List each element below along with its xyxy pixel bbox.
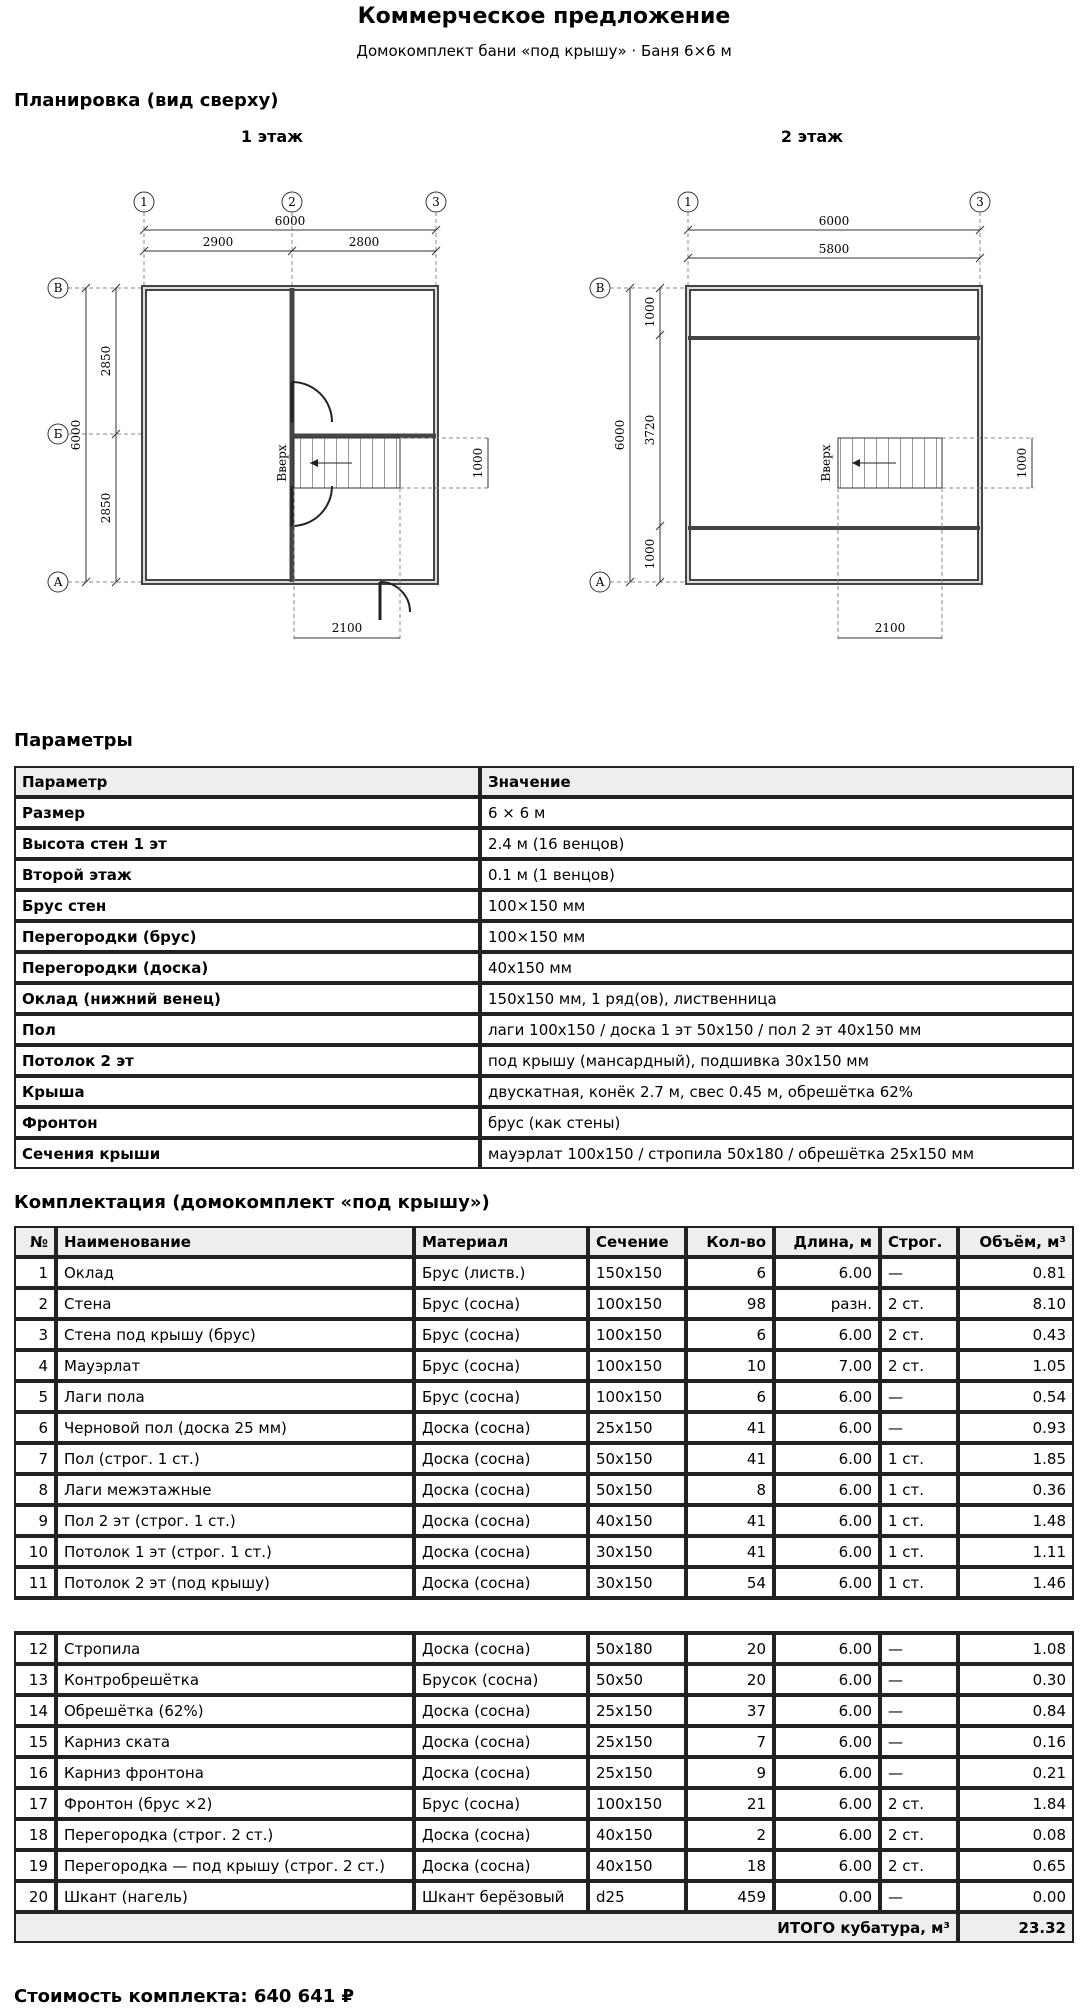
axis-b: Б (53, 427, 63, 441)
floor1-dim-w1: 2900 (202, 235, 234, 249)
kit-cell-len: 6.00 (774, 1695, 880, 1726)
kit-cell-name: Перегородка — под крышу (строг. 2 ст.) (56, 1850, 414, 1881)
kit-cell-num: 6 (14, 1412, 56, 1443)
kit-cell-num: 16 (14, 1757, 56, 1788)
kit-cell-material: Брусок (сосна) (414, 1664, 588, 1695)
document-subtitle: Домокомплект бани «под крышу» · Баня 6×6 м (356, 42, 732, 60)
kit-cell-section: 50x50 (588, 1664, 686, 1695)
kit-cell-vol: 0.16 (958, 1726, 1074, 1757)
floor1-axis-left (48, 278, 144, 592)
kit-cell-section: 25x150 (588, 1412, 686, 1443)
kit-row (14, 1757, 1074, 1788)
kit-cell-qty: 41 (686, 1505, 774, 1536)
kit-header-row (14, 1226, 1074, 1257)
kit-row (14, 1288, 1074, 1319)
floor2-label: 2 этаж (780, 127, 844, 146)
kit-cell-material: Доска (сосна) (414, 1443, 588, 1474)
kit-row (14, 1850, 1074, 1881)
kit-cell-qty: 21 (686, 1788, 774, 1819)
param-name: Брус стен (14, 890, 480, 921)
kit-cell-name: Контробрешётка (56, 1664, 414, 1695)
kit-cell-name: Обрешётка (62%) (56, 1695, 414, 1726)
kit-cell-material: Доска (сосна) (414, 1412, 588, 1443)
kit-cell-num: 13 (14, 1664, 56, 1695)
param-name: Сечения крыши (14, 1138, 480, 1169)
kit-cell-planing: — (880, 1881, 958, 1912)
kit-cell-name: Стропила (56, 1633, 414, 1664)
params-body (14, 797, 1074, 1169)
kit-cell-vol: 0.08 (958, 1819, 1074, 1850)
kit-cell-qty: 41 (686, 1536, 774, 1567)
floor1-dims-left (82, 284, 120, 586)
kit-cell-section: 25x150 (588, 1757, 686, 1788)
kit-cell-name: Оклад (56, 1257, 414, 1288)
kit-cell-num: 17 (14, 1788, 56, 1819)
kit-cell-vol: 0.43 (958, 1319, 1074, 1350)
kit-cell-name: Фронтон (брус ×2) (56, 1788, 414, 1819)
kit-cell-material: Брус (сосна) (414, 1288, 588, 1319)
kit-cell-len: 6.00 (774, 1567, 880, 1598)
params-row (14, 1107, 1074, 1138)
kit-cell-name: Пол (строг. 1 ст.) (56, 1443, 414, 1474)
kit-cell-len: 6.00 (774, 1664, 880, 1695)
kit-cell-num: 2 (14, 1288, 56, 1319)
param-value: 40x150 мм (480, 952, 1074, 983)
floor1-label: 1 этаж (240, 127, 304, 146)
floor2-axis-left (590, 278, 688, 592)
kit-cell-qty: 37 (686, 1695, 774, 1726)
kit-cell-len: 6.00 (774, 1788, 880, 1819)
param-name: Оклад (нижний венец) (14, 983, 480, 1014)
params-row (14, 952, 1074, 983)
kit-cell-vol: 0.00 (958, 1881, 1074, 1912)
kit-cell-planing: — (880, 1757, 958, 1788)
kit-header-name: Наименование (56, 1226, 414, 1257)
kit-cell-material: Доска (сосна) (414, 1757, 588, 1788)
params-table (14, 766, 1074, 1169)
kit-header-material: Материал (414, 1226, 588, 1257)
kit-cell-vol: 0.81 (958, 1257, 1074, 1288)
param-name: Размер (14, 797, 480, 828)
kit-header-volume: Объём, м³ (958, 1226, 1074, 1257)
params-header-param: Параметр (14, 766, 480, 797)
kit-group-gap (14, 1598, 1074, 1633)
kit-cell-planing: — (880, 1412, 958, 1443)
params-row (14, 921, 1074, 952)
kit-cell-planing: 2 ст. (880, 1288, 958, 1319)
kit-cell-material: Доска (сосна) (414, 1536, 588, 1567)
kit-cell-vol: 1.11 (958, 1536, 1074, 1567)
params-row (14, 797, 1074, 828)
kit-cell-qty: 2 (686, 1819, 774, 1850)
kit-body (14, 1257, 1074, 1943)
kit-cell-vol: 1.08 (958, 1633, 1074, 1664)
kit-row (14, 1726, 1074, 1757)
section-title-plan: Планировка (вид сверху) (14, 90, 279, 111)
kit-cell-section: 25x150 (588, 1726, 686, 1757)
kit-cell-num: 11 (14, 1567, 56, 1598)
param-name: Перегородки (брус) (14, 921, 480, 952)
kit-cell-vol: 8.10 (958, 1288, 1074, 1319)
kit-cell-section: 100x150 (588, 1319, 686, 1350)
kit-table (14, 1226, 1074, 1943)
kit-cell-section: 40x150 (588, 1819, 686, 1850)
kit-cell-material: Доска (сосна) (414, 1850, 588, 1881)
kit-cell-vol: 0.65 (958, 1850, 1074, 1881)
params-header-row (14, 766, 1074, 797)
floor2-dim-stair-len: 2100 (874, 621, 906, 635)
document-title: Коммерческое предложение (357, 4, 731, 29)
kit-cell-material: Доска (сосна) (414, 1819, 588, 1850)
kit-cell-planing: 1 ст. (880, 1536, 958, 1567)
kit-cell-len: 6.00 (774, 1443, 880, 1474)
kit-header-qty: Кол-во (686, 1226, 774, 1257)
total-cost: Стоимость комплекта: 640 641 ₽ (14, 1986, 355, 2007)
floor1-dims-top (140, 226, 440, 255)
floor2-axis-top (678, 192, 990, 288)
kit-cell-vol: 0.36 (958, 1474, 1074, 1505)
kit-row (14, 1819, 1074, 1850)
kit-cell-num: 19 (14, 1850, 56, 1881)
kit-cell-len: 6.00 (774, 1726, 880, 1757)
param-value: 6 × 6 м (480, 797, 1074, 828)
params-row (14, 1045, 1074, 1076)
kit-cell-num: 4 (14, 1350, 56, 1381)
axis-a: А (53, 575, 63, 589)
kit-row (14, 1257, 1074, 1288)
kit-cell-qty: 459 (686, 1881, 774, 1912)
kit-cell-vol: 1.48 (958, 1505, 1074, 1536)
kit-row (14, 1381, 1074, 1412)
floor2-dim-stair-w: 1000 (1015, 447, 1029, 479)
kit-cell-len: 6.00 (774, 1505, 880, 1536)
params-row (14, 983, 1074, 1014)
kit-cell-qty: 20 (686, 1664, 774, 1695)
param-value: мауэрлат 100x150 / стропила 50x180 / обрешётка 25x150 мм (480, 1138, 1074, 1169)
param-name: Крыша (14, 1076, 480, 1107)
kit-header-planing: Строг. (880, 1226, 958, 1257)
kit-cell-len: 6.00 (774, 1633, 880, 1664)
kit-cell-vol: 0.93 (958, 1412, 1074, 1443)
param-value: двускатная, конёк 2.7 м, свес 0.45 м, обрешётка 62% (480, 1076, 1074, 1107)
kit-cell-planing: 2 ст. (880, 1319, 958, 1350)
param-name: Фронтон (14, 1107, 480, 1138)
kit-cell-planing: — (880, 1381, 958, 1412)
kit-cell-name: Стена под крышу (брус) (56, 1319, 414, 1350)
kit-row (14, 1505, 1074, 1536)
floor2-axis-v: В (595, 281, 605, 295)
kit-cell-qty: 6 (686, 1319, 774, 1350)
kit-cell-name: Потолок 1 эт (строг. 1 ст.) (56, 1536, 414, 1567)
kit-cell-vol: 1.85 (958, 1443, 1074, 1474)
kit-cell-len: 6.00 (774, 1819, 880, 1850)
kit-cell-len: 6.00 (774, 1536, 880, 1567)
kit-cell-len: 6.00 (774, 1474, 880, 1505)
kit-row (14, 1443, 1074, 1474)
kit-cell-len: 6.00 (774, 1757, 880, 1788)
kit-cell-section: 100x150 (588, 1381, 686, 1412)
section-title-params: Параметры (14, 730, 133, 751)
floor2-dim-mid: 3720 (643, 414, 657, 446)
kit-cell-qty: 6 (686, 1257, 774, 1288)
kit-total-row (14, 1912, 1074, 1943)
kit-cell-len: 7.00 (774, 1350, 880, 1381)
kit-cell-section: 30x150 (588, 1567, 686, 1598)
kit-cell-material: Брус (сосна) (414, 1381, 588, 1412)
kit-cell-num: 8 (14, 1474, 56, 1505)
kit-cell-vol: 1.05 (958, 1350, 1074, 1381)
kit-cell-vol: 0.30 (958, 1664, 1074, 1695)
params-header-value: Значение (480, 766, 1074, 797)
kit-cell-num: 14 (14, 1695, 56, 1726)
kit-cell-section: 100x150 (588, 1288, 686, 1319)
kit-cell-qty: 41 (686, 1443, 774, 1474)
kit-row (14, 1412, 1074, 1443)
kit-cell-num: 1 (14, 1257, 56, 1288)
kit-row (14, 1881, 1074, 1912)
kit-cell-num: 18 (14, 1819, 56, 1850)
floor2-axis-1: 1 (684, 195, 692, 209)
floor2-stair-label: Вверх (819, 444, 833, 482)
kit-cell-len: 6.00 (774, 1381, 880, 1412)
kit-cell-num: 3 (14, 1319, 56, 1350)
kit-cell-planing: 1 ст. (880, 1505, 958, 1536)
kit-cell-planing: 1 ст. (880, 1474, 958, 1505)
kit-cell-len: 6.00 (774, 1257, 880, 1288)
kit-cell-material: Шкант берёзовый (414, 1881, 588, 1912)
kit-cell-qty: 9 (686, 1757, 774, 1788)
axis-2: 2 (288, 195, 296, 209)
param-name: Перегородки (доска) (14, 952, 480, 983)
kit-header-section: Сечение (588, 1226, 686, 1257)
floor1-dim-w2: 2800 (348, 235, 380, 249)
kit-cell-vol: 0.21 (958, 1757, 1074, 1788)
kit-header-num: № (14, 1226, 56, 1257)
kit-cell-section: 40x150 (588, 1850, 686, 1881)
kit-cell-num: 10 (14, 1536, 56, 1567)
kit-cell-material: Брус (сосна) (414, 1319, 588, 1350)
kit-cell-qty: 98 (686, 1288, 774, 1319)
kit-cell-section: 50x150 (588, 1443, 686, 1474)
kit-cell-qty: 18 (686, 1850, 774, 1881)
floor2-dim-top: 1000 (643, 296, 657, 328)
floor-plans-svg (0, 120, 1088, 660)
kit-cell-name: Пол 2 эт (строг. 1 ст.) (56, 1505, 414, 1536)
kit-cell-material: Доска (сосна) (414, 1474, 588, 1505)
param-name: Потолок 2 эт (14, 1045, 480, 1076)
kit-cell-qty: 6 (686, 1381, 774, 1412)
floor1-stairs (275, 438, 490, 640)
kit-cell-num: 7 (14, 1443, 56, 1474)
kit-cell-material: Доска (сосна) (414, 1695, 588, 1726)
kit-cell-name: Карниз ската (56, 1726, 414, 1757)
kit-cell-qty: 7 (686, 1726, 774, 1757)
kit-row (14, 1350, 1074, 1381)
param-value: брус (как стены) (480, 1107, 1074, 1138)
floor2-dim-total-h: 6000 (613, 419, 627, 451)
kit-row (14, 1474, 1074, 1505)
floor1-walls (144, 288, 436, 582)
kit-cell-section: 50x180 (588, 1633, 686, 1664)
kit-cell-name: Перегородка (строг. 2 ст.) (56, 1819, 414, 1850)
kit-row (14, 1788, 1074, 1819)
floor1-dim-total-w: 6000 (274, 214, 306, 228)
kit-cell-num: 15 (14, 1726, 56, 1757)
kit-cell-section: 100x150 (588, 1788, 686, 1819)
param-value: под крышу (мансардный), подшивка 30x150 мм (480, 1045, 1074, 1076)
kit-cell-material: Брус (сосна) (414, 1788, 588, 1819)
kit-cell-section: 40x150 (588, 1505, 686, 1536)
kit-row (14, 1695, 1074, 1726)
kit-cell-qty: 10 (686, 1350, 774, 1381)
kit-cell-name: Черновой пол (доска 25 мм) (56, 1412, 414, 1443)
kit-cell-name: Потолок 2 эт (под крышу) (56, 1567, 414, 1598)
kit-cell-section: 50x150 (588, 1474, 686, 1505)
kit-cell-num: 5 (14, 1381, 56, 1412)
kit-cell-qty: 8 (686, 1474, 774, 1505)
kit-cell-section: 100x150 (588, 1350, 686, 1381)
param-name: Пол (14, 1014, 480, 1045)
axis-v: В (53, 281, 63, 295)
kit-cell-num: 20 (14, 1881, 56, 1912)
kit-cell-planing: 1 ст. (880, 1443, 958, 1474)
kit-cell-material: Брус (листв.) (414, 1257, 588, 1288)
kit-cell-planing: 2 ст. (880, 1350, 958, 1381)
params-row (14, 1138, 1074, 1169)
kit-cell-planing: — (880, 1257, 958, 1288)
kit-cell-vol: 1.46 (958, 1567, 1074, 1598)
floor2-dim-bottom: 1000 (643, 538, 657, 570)
kit-cell-material: Доска (сосна) (414, 1726, 588, 1757)
kit-cell-vol: 0.84 (958, 1695, 1074, 1726)
param-name: Высота стен 1 эт (14, 828, 480, 859)
kit-cell-num: 12 (14, 1633, 56, 1664)
kit-cell-planing: 1 ст. (880, 1567, 958, 1598)
floor1-dim-h2: 2850 (99, 492, 113, 524)
kit-cell-qty: 54 (686, 1567, 774, 1598)
kit-cell-qty: 20 (686, 1633, 774, 1664)
param-name: Второй этаж (14, 859, 480, 890)
kit-row (14, 1536, 1074, 1567)
kit-group-gap-cell (14, 1598, 1074, 1633)
kit-total-value: 23.32 (958, 1912, 1074, 1943)
kit-cell-section: 150x150 (588, 1257, 686, 1288)
floor2-walls (688, 288, 980, 582)
kit-row (14, 1664, 1074, 1695)
axis-1: 1 (140, 195, 148, 209)
param-value: 0.1 м (1 венцов) (480, 859, 1074, 890)
params-row (14, 828, 1074, 859)
kit-cell-qty: 41 (686, 1412, 774, 1443)
kit-cell-planing: 2 ст. (880, 1819, 958, 1850)
axis-3: 3 (432, 195, 440, 209)
floor2-dim-inner-w: 5800 (818, 242, 850, 256)
kit-row (14, 1633, 1074, 1664)
floor2-stairs (819, 438, 1034, 640)
kit-cell-len: 6.00 (774, 1850, 880, 1881)
kit-header-length: Длина, м (774, 1226, 880, 1257)
param-value: 100×150 мм (480, 921, 1074, 952)
params-row (14, 890, 1074, 921)
floor-plans (0, 120, 1088, 660)
kit-cell-planing: — (880, 1695, 958, 1726)
kit-cell-len: разн. (774, 1288, 880, 1319)
kit-cell-planing: — (880, 1633, 958, 1664)
floor1-dim-stair-w: 1000 (471, 447, 485, 479)
kit-cell-planing: — (880, 1726, 958, 1757)
kit-cell-name: Лаги межэтажные (56, 1474, 414, 1505)
param-value: 2.4 м (16 венцов) (480, 828, 1074, 859)
kit-cell-len: 0.00 (774, 1881, 880, 1912)
kit-cell-name: Мауэрлат (56, 1350, 414, 1381)
kit-total-label: ИТОГО кубатура, м³ (14, 1912, 958, 1943)
kit-cell-num: 9 (14, 1505, 56, 1536)
kit-cell-vol: 0.54 (958, 1381, 1074, 1412)
floor1-dim-total-h: 6000 (69, 419, 83, 451)
kit-cell-name: Карниз фронтона (56, 1757, 414, 1788)
floor2-axis-a: А (595, 575, 605, 589)
kit-cell-name: Стена (56, 1288, 414, 1319)
kit-cell-material: Доска (сосна) (414, 1567, 588, 1598)
kit-cell-name: Шкант (нагель) (56, 1881, 414, 1912)
kit-cell-section: 30x150 (588, 1536, 686, 1567)
params-row (14, 859, 1074, 890)
section-title-kit: Комплектация (домокомплект «под крышу») (14, 1192, 490, 1213)
kit-cell-len: 6.00 (774, 1319, 880, 1350)
kit-cell-section: d25 (588, 1881, 686, 1912)
param-value: 100×150 мм (480, 890, 1074, 921)
floor1-stair-label: Вверх (275, 444, 289, 482)
params-row (14, 1076, 1074, 1107)
kit-cell-planing: 2 ст. (880, 1850, 958, 1881)
kit-cell-len: 6.00 (774, 1412, 880, 1443)
floor1-dim-h1: 2850 (99, 345, 113, 377)
kit-cell-material: Брус (сосна) (414, 1350, 588, 1381)
kit-row (14, 1319, 1074, 1350)
kit-cell-material: Доска (сосна) (414, 1505, 588, 1536)
kit-cell-vol: 1.84 (958, 1788, 1074, 1819)
floor2-dim-total-w: 6000 (818, 214, 850, 228)
kit-cell-material: Доска (сосна) (414, 1633, 588, 1664)
kit-cell-planing: — (880, 1664, 958, 1695)
kit-cell-name: Лаги пола (56, 1381, 414, 1412)
param-value: лаги 100x150 / доска 1 эт 50x150 / пол 2 эт 40x150 мм (480, 1014, 1074, 1045)
param-value: 150x150 мм, 1 ряд(ов), лиственница (480, 983, 1074, 1014)
kit-cell-section: 25x150 (588, 1695, 686, 1726)
params-row (14, 1014, 1074, 1045)
kit-cell-planing: 2 ст. (880, 1788, 958, 1819)
kit-row (14, 1567, 1074, 1598)
floor1-dim-stair-len: 2100 (331, 621, 363, 635)
floor2-axis-3: 3 (976, 195, 984, 209)
floor1-axis-top (134, 192, 446, 288)
